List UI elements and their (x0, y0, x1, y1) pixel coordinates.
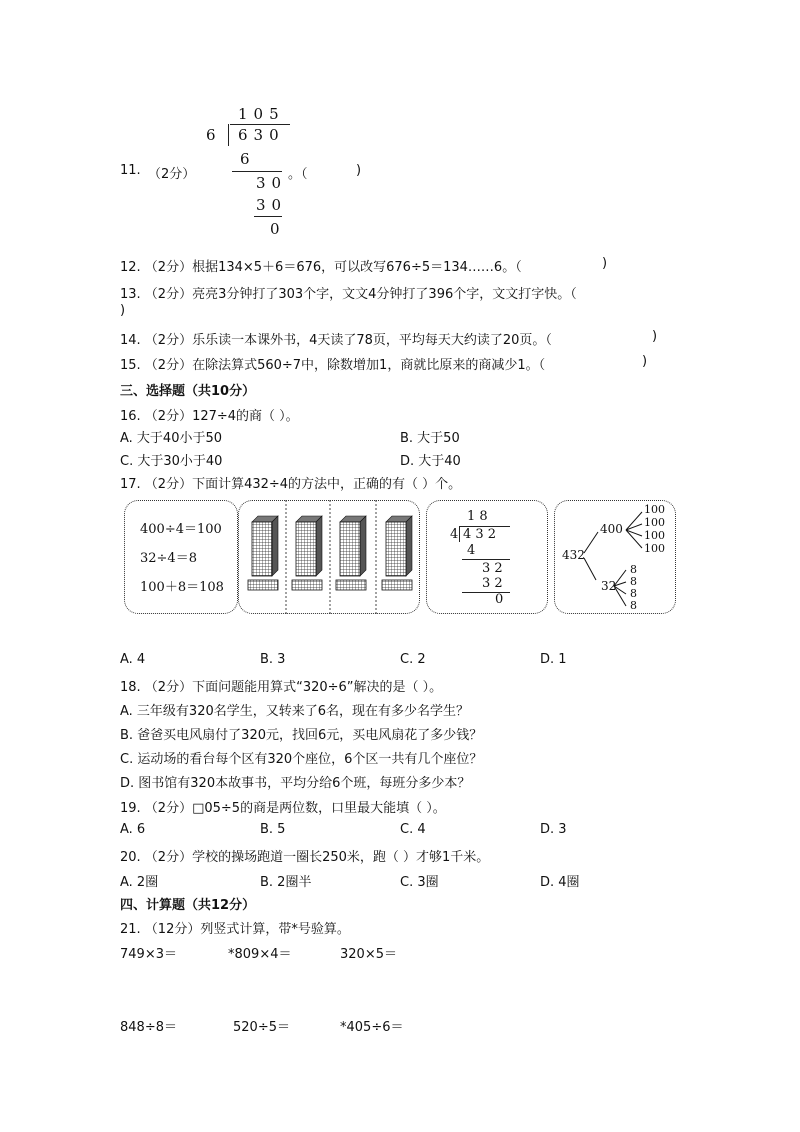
equation-line: 400÷4＝100 (140, 522, 222, 537)
division-step1: 6 (240, 150, 250, 168)
calc-item: 320×5＝ (340, 947, 397, 962)
option-c: C. 运动场的看台每个区有320个座位，6个区一共有几个座位？ (120, 752, 483, 767)
division-divisor: 4 (450, 527, 459, 542)
hundred-block (382, 516, 412, 590)
question-20: 20. （2分）学校的操场跑道一圈长250米，跑（ ）才够1千米。 (120, 850, 490, 865)
option-d: D. 3 (540, 822, 567, 837)
calc-item: 848÷8＝ (120, 1020, 177, 1035)
option-c: C. 大于30小于40 (120, 454, 223, 469)
division-line (462, 559, 510, 560)
option-a: A. 2圈 (120, 875, 159, 890)
question-tail: 。（ (288, 167, 308, 182)
option-b: B. 2圈半 (260, 875, 312, 890)
division-line-2 (254, 216, 282, 217)
division-bracket (228, 124, 229, 146)
tree-leaf: 100 (644, 503, 665, 516)
option-a: A. 大于40小于50 (120, 431, 223, 446)
answer-close: ) (120, 303, 126, 318)
division-quotient: 105 (238, 105, 285, 123)
tree-root: 432 (562, 548, 585, 562)
answer-close: ) (602, 256, 608, 271)
base-ten-blocks-illustration (238, 500, 420, 614)
question-score: （2分） (148, 167, 196, 182)
division-bar (230, 124, 290, 125)
division-bracket (459, 526, 460, 542)
tree-leaf: 8 (630, 575, 637, 588)
division-quotient: 1 8 (467, 509, 488, 524)
tree-node: 400 (600, 522, 623, 536)
question-19: 19. （2分）□05÷5的商是两位数，口里最大能填（ ）。 (120, 801, 446, 816)
division-line-1 (232, 171, 282, 172)
option-a: A. 三年级有320名学生，又转来了6名，现在有多少名学生？ (120, 704, 470, 719)
question-21: 21. （12分）列竖式计算，带*号验算。 (120, 922, 350, 937)
question-12: 12. （2分）根据134×5＋6＝676，可以改写676÷5＝134……6。（ (120, 260, 522, 275)
division-step2: 30 (256, 174, 288, 192)
option-d: D. 图书馆有320本故事书，平均分给6个班，每班分多少本？ (120, 776, 471, 791)
division-dividend: 4 3 2 (463, 527, 497, 542)
tree-leaf: 100 (644, 542, 665, 555)
option-d: D. 1 (540, 652, 567, 667)
option-a: A. 4 (120, 652, 146, 667)
option-c: C. 4 (400, 822, 426, 837)
answer-close: ) (642, 354, 648, 369)
calc-item: 520÷5＝ (233, 1020, 290, 1035)
question-17: 17. （2分）下面计算432÷4的方法中，正确的有（ ）个。 (120, 477, 462, 492)
hundred-block (292, 516, 322, 590)
division-dividend: 630 (238, 126, 285, 144)
question-16: 16. （2分）127÷4的商（ ）。 (120, 409, 299, 424)
answer-close: ) (652, 329, 658, 344)
section-heading: 三、选择题（共10分） (120, 384, 256, 399)
option-d: D. 大于40 (400, 454, 461, 469)
question-18: 18. （2分）下面问题能用算式“320÷6”解决的是（ ）。 (120, 680, 443, 695)
option-c: C. 3圈 (400, 875, 439, 890)
tree-leaf: 100 (644, 516, 665, 529)
question-number: 11. (120, 163, 141, 178)
equation-line: 100＋8＝108 (140, 580, 224, 595)
question-14: 14. （2分）乐乐读一本课外书，4天读了78页，平均每天大约读了20页。（ (120, 333, 552, 348)
question-13: 13. （2分）亮亮3分钟打了303个字，文文4分钟打了396个字，文文打字快。（ (120, 287, 577, 302)
tree-leaf: 8 (630, 587, 637, 600)
division-step: 4 (467, 543, 476, 558)
division-step: 3 2 (482, 576, 503, 591)
division-step: 3 2 (482, 561, 503, 576)
equation-line: 32÷4＝8 (140, 551, 197, 566)
option-b: B. 大于50 (400, 431, 460, 446)
tree-leaf: 8 (630, 599, 637, 612)
section-heading: 四、计算题（共12分） (120, 898, 256, 913)
tree-leaf: 100 (644, 529, 665, 542)
option-c: C. 2 (400, 652, 426, 667)
option-b: B. 5 (260, 822, 286, 837)
option-b: B. 3 (260, 652, 286, 667)
calc-item: *809×4＝ (228, 947, 292, 962)
question-15: 15. （2分）在除法算式560÷7中，除数增加1，商就比原来的商减少1。（ (120, 358, 546, 373)
option-b: B. 爸爸买电风扇付了320元，找回6元，买电风扇花了多少钱？ (120, 728, 483, 743)
calc-item: 749×3＝ (120, 947, 177, 962)
option-d: D. 4圈 (540, 875, 580, 890)
tree-leaf: 8 (630, 563, 637, 576)
calc-item: *405÷6＝ (340, 1020, 404, 1035)
division-remainder: 0 (270, 220, 280, 238)
hundred-block (336, 516, 366, 590)
division-remainder: 0 (495, 592, 504, 607)
hundred-block (248, 516, 278, 590)
option-a: A. 6 (120, 822, 146, 837)
division-step3: 30 (256, 196, 288, 214)
tree-node: 32 (601, 579, 617, 593)
division-divisor: 6 (206, 126, 216, 144)
answer-close: ) (356, 163, 362, 178)
